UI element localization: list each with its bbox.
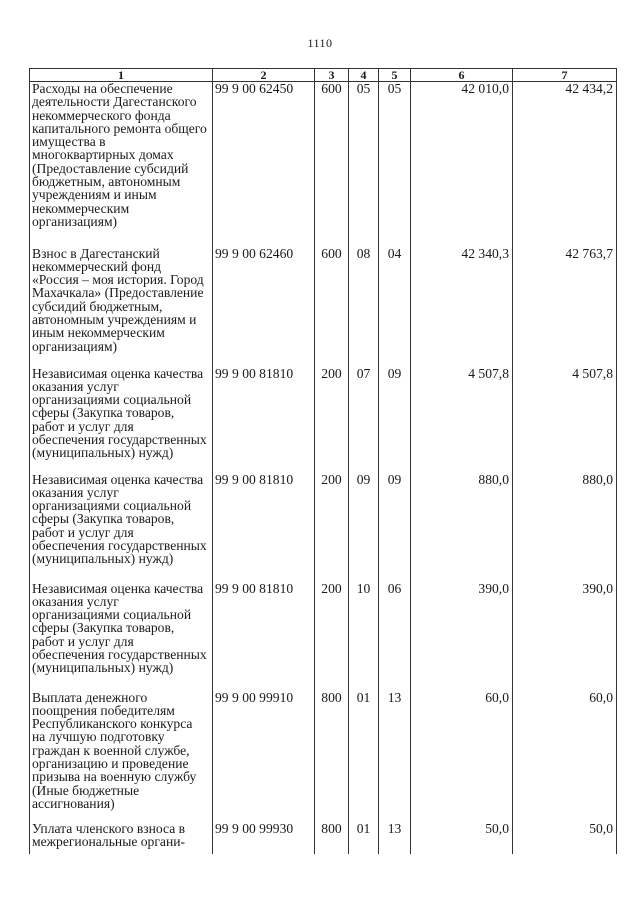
column-header-6: 6 [411,69,513,82]
row-amount-2: 60,0 [513,691,617,822]
row-amount-2: 390,0 [513,582,617,691]
row-target-article: 99 9 00 62450 [213,82,315,247]
row-target-article: 99 9 00 81810 [213,367,315,473]
row-amount-2: 4 507,8 [513,367,617,473]
row-subsection: 06 [379,582,411,691]
row-name: Независимая оценка качества оказания услуг организациями социальной сферы (Закупка товаров, работ и услуг для обеспечения государственных (муниципальных) нужд) [30,473,213,582]
table-row [30,691,617,822]
table-row [30,473,617,582]
row-expense-type: 600 [315,82,349,247]
row-amount-1: 42 340,3 [411,247,513,367]
row-name: Взнос в Дагестанский некоммерческий фонд «Россия – моя история. Город Махачкала» (Предоставление субсидий бюджетным, автономным учреждениям и иным некоммерческим организациям) [30,247,213,367]
row-section: 07 [349,367,379,473]
row-name: Независимая оценка качества оказания услуг организациями социальной сферы (Закупка товаров, работ и услуг для обеспечения государственных (муниципальных) нужд) [30,367,213,473]
row-expense-type: 800 [315,822,349,854]
budget-table [29,68,617,854]
row-amount-2: 50,0 [513,822,617,854]
row-section: 01 [349,822,379,854]
row-target-article: 99 9 00 81810 [213,582,315,691]
row-name: Выплата денежного поощрения победителям Республиканского конкурса на лучшую подготовку граждан к военной службе, организацию и проведение призыва на военную службу (Иные бюджетные ассигнования) [30,691,213,822]
row-amount-2: 42 763,7 [513,247,617,367]
table-row [30,367,617,473]
row-target-article: 99 9 00 99930 [213,822,315,854]
row-section: 08 [349,247,379,367]
row-amount-1: 50,0 [411,822,513,854]
row-subsection: 09 [379,473,411,582]
row-section: 10 [349,582,379,691]
row-expense-type: 200 [315,367,349,473]
column-header-4: 4 [349,69,379,82]
table-row [30,822,617,854]
row-name: Независимая оценка качества оказания услуг организациями социальной сферы (Закупка товаров, работ и услуг для обеспечения государственных (муниципальных) нужд) [30,582,213,691]
row-expense-type: 800 [315,691,349,822]
column-header-2: 2 [213,69,315,82]
row-subsection: 13 [379,691,411,822]
column-header-3: 3 [315,69,349,82]
row-subsection: 13 [379,822,411,854]
row-subsection: 04 [379,247,411,367]
row-section: 01 [349,691,379,822]
row-subsection: 09 [379,367,411,473]
row-section: 09 [349,473,379,582]
row-target-article: 99 9 00 81810 [213,473,315,582]
row-expense-type: 200 [315,473,349,582]
row-name: Уплата членского взноса в межрегиональные органи- [30,822,213,854]
header-row [30,69,617,82]
column-header-7: 7 [513,69,617,82]
row-expense-type: 600 [315,247,349,367]
column-header-1: 1 [30,69,213,82]
row-section: 05 [349,82,379,247]
table-row [30,82,617,247]
table-row [30,582,617,691]
row-amount-1: 42 010,0 [411,82,513,247]
row-target-article: 99 9 00 99910 [213,691,315,822]
row-amount-1: 390,0 [411,582,513,691]
row-expense-type: 200 [315,582,349,691]
row-subsection: 05 [379,82,411,247]
page-number: 1110 [307,36,333,50]
row-amount-1: 880,0 [411,473,513,582]
row-amount-1: 4 507,8 [411,367,513,473]
row-target-article: 99 9 00 62460 [213,247,315,367]
column-header-5: 5 [379,69,411,82]
row-amount-2: 880,0 [513,473,617,582]
row-amount-1: 60,0 [411,691,513,822]
row-amount-2: 42 434,2 [513,82,617,247]
table-row [30,247,617,367]
row-name: Расходы на обеспечение деятельности Дагестанского некоммерческого фонда капитального ремонта общего имущества в многоквартирных домах (Предоставление субсидий бюджетным, автономным учреждениям и иным некоммерческим организациям) [30,82,213,247]
